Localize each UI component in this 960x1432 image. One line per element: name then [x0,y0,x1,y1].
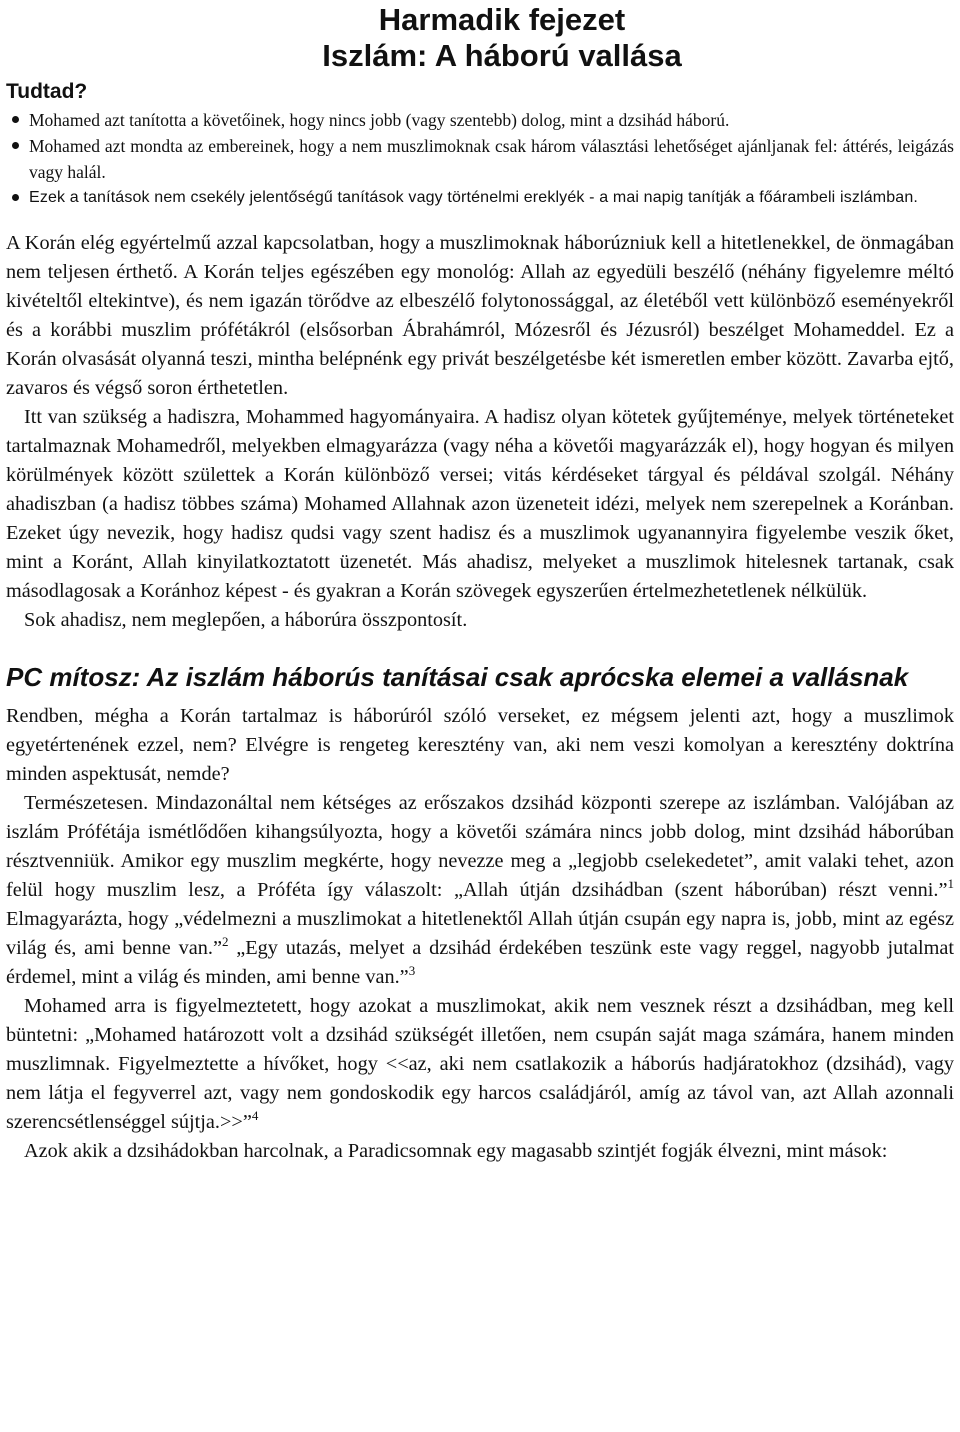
list-item: Mohamed azt tanította a követőinek, hogy nincs jobb (vagy szentebb) dolog, mint a dzsihád háború. [29,107,954,133]
footnote-ref[interactable]: 3 [408,963,416,978]
body-paragraph [6,992,954,1137]
chapter-title-line-2: Iszlám: A háború vallása [322,38,682,73]
footnote-ref[interactable]: 2 [221,934,229,949]
footnote-ref[interactable]: 4 [251,1108,259,1123]
body-paragraph: Rendben, mégha a Korán tartalmaz is háborúról szóló verseket, ez mégsem jelenti azt, hogy a muszlimok egyetértenének ezzel, nem? Elvégre is rengeteg keresztény van, aki nem veszi komolyan a keresztény doktrína minden aspektusát, nemde? [6,705,954,785]
section-heading: PC mítosz: Az iszlám háborús tanításai csak aprócska elemei a vallásnak [6,662,909,692]
list-item: Mohamed azt mondta az embereinek, hogy a nem muszlimoknak csak három választási lehetőséget ajánljanak fel: áttérés, leigázás vagy halál. [29,133,954,185]
body-paragraph [6,789,954,992]
paragraph-text: Természetesen. Mindazonáltal nem kétséges az erőszakos dzsihád központi szerepe az iszlámban. Valójában az iszlám Prófétája ismétlődően kihangsúlyozta, hogy a követői számára nincs jobb dolog, mint dzsihád háborúban résztvenniük. Amikor egy muszlim megkérte, hogy nevezze meg a „legjobb cselekedetet”, amit valaki tehet, azon felül hogy muszlim lesz, a Próféta így válaszolt: „Allah útján dzsihádban (szent háborúban) részt venni.” [6,792,954,901]
body-paragraph: A Korán elég egyértelmű azzal kapcsolatban, hogy a muszlimoknak háborúzniuk kell a hitetlenekkel, de önmagában nem teljesen érthető. A Korán teljes egészében egy monológ: Allah az egyedüli beszélő (néhány figyelemre méltó kivételtől eltekintve), és nem igazán törődve az elbeszélő folytonossággal, az életéből vett különböző eseményekről és a korábbi muszlim prófétákról (elsősorban Ábrahámról, Mózesről és Jézusról) beszélget Mohameddel. Ez a Korán olvasását olyanná teszi, mintha belépnénk egy privát beszélgetésbe két ismeretlen ember között. Zavarba ejtő, zavaros és végső soron érthetetlen. [6,232,954,399]
paragraph-text: Elmagyarázta, hogy „védelmezni a muszlimokat a hitetlenektől Allah útján csupán egy napra is, jobb, mint az egész világ és, ami benne van.” [6,908,954,959]
body-paragraph: Itt van szükség a hadiszra, Mohammed hagyományaira. A hadisz olyan kötetek gyűjteménye, melyek történeteket tartalmaznak Mohamedről, melyekben elmagyarázza (vagy néha a követői magyarázzák el), hogy hogyan és milyen körülmények között születtek a Korán különböző versei; vitás kérdéseket tárgyal és példával szolgál. Néhány ahadiszban (a hadisz többes száma) Mohamed Allahnak azon üzeneteit idézi, melyek nem szerepelnek a Koránban. Ezeket úgy nevezik, hogy hadisz qudsi vagy szent hadisz és a muszlimok ugyanannyira figyelembe veszik őket, mint a Koránt, Allah kinyilatkoztatott üzenetét. Más ahadisz, melyeket a muszlimok hitelesnek tartanak, csak másodlagosak a Koránhoz képest - és gyakran a Korán szövegek egyszerűen értelmezhetetlenek nélkülük. [6,406,954,602]
list-item: Ezek a tanítások nem csekély jelentőségű tanítások vagy történelmi ereklyék - a mai napig tanítják a főárambeli iszlámban. [29,185,954,211]
footnote-ref[interactable]: 1 [947,876,954,891]
paragraph-text: Mohamed arra is figyelmeztetett, hogy azokat a muszlimokat, akik nem vesznek részt a dzsihádban, meg kell büntetni: „Mohamed határozott volt a dzsihád szükségét illetően, nem csupán saját maga számára, hanem minden muszlimnak. Figyelmeztette a hívőket, hogy <<az, aki nem csatlakozik a háborús hadjáratokhoz (dzsihád), vagy nem látja el fegyverrel azt, vagy nem gondoskodik egy harcos családjáról, amíg az távol van, azt Allah azonnali szerencsétlenséggel sújtja.>>” [6,995,954,1133]
body-paragraph: Azok akik a dzsihádokban harcolnak, a Paradicsomnak egy magasabb szintjét fogják élvezni, mint mások: [24,1140,888,1162]
body-paragraph: Sok ahadisz, nem meglepően, a háborúra összpontosít. [24,609,468,631]
paragraph-text: „Egy utazás, melyet a dzsihád érdekében teszünk este vagy reggel, nagyobb jutalmat érdemel, mint a világ és minden, ami benne van.” [6,937,954,988]
did-you-know-list [6,107,954,211]
chapter-title [28,0,960,74]
did-you-know-label: Tudtad? [6,80,88,103]
chapter-title-line-1: Harmadik fejezet [378,2,626,37]
